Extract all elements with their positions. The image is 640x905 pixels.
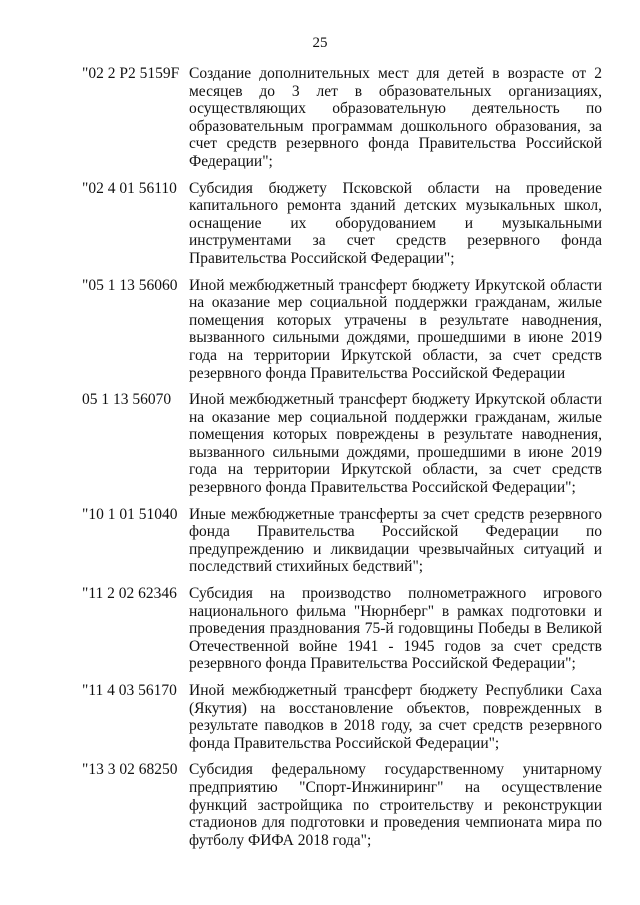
budget-classification-list	[82, 65, 602, 858]
entry-description: Иные межбюджетные трансферты за счет средств резервного фонда Правительства Российской Федерации по предупреждению и ликвидации чрезвычайных ситуаций и последствий стихийных бедствий";	[189, 505, 602, 576]
entry-description: Субсидия федеральному государственному унитарному предприятию "Спорт-Инжиниринг" на осуществление функций застройщика по строительству и реконструкции стадионов для подготовки и проведения чемпионата мира по футболу ФИФА 2018 года";	[189, 761, 602, 849]
classification-code: "10 1 01 51040	[82, 505, 178, 523]
list-item	[82, 761, 602, 849]
list-item	[82, 585, 602, 673]
classification-code: "11 4 03 56170	[82, 682, 177, 699]
list-item	[82, 277, 602, 383]
list-item	[82, 391, 602, 497]
classification-code: "02 4 01 56110	[82, 179, 177, 197]
classification-code: "13 3 02 68250	[82, 761, 178, 779]
entry-description: Субсидия бюджету Псковской области на проведение капитального ремонта зданий детских музыкальных школ, оснащение их оборудованием и музыкальными инструментами за счет средств резервного фонда Правительства Российской Федерации";	[189, 179, 602, 267]
entry-description: Создание дополнительных мест для детей в возрасте от 2 месяцев до 3 лет в образовательных организациях, осуществляющих образовательную деятельность по образовательным программам дошкольного образования, за счет средств резервного фонда Правительства Российской Федерации";	[189, 65, 602, 170]
entry-description: Субсидия на производство полнометражного игрового национального фильма "Нюрнберг" в рамках подготовки и проведения празднования 75-й годовщины Победы в Великой Отечественной войне 1941 - 1945 годов за счет средств резервного фонда Правительства Российской Федерации";	[189, 585, 602, 673]
classification-code: "02 2 P2 5159F	[82, 65, 180, 82]
entry-description: Иной межбюджетный трансферт бюджету Иркутской области на оказание мер социальной поддержки гражданам, жилые помещения которых повреждены в результате наводнения, вызванного сильными дождями, прошедшими в июне 2019 года на территории Иркутской области, за счет средств резервного фонда Правительства Российской Федерации";	[189, 391, 602, 497]
list-item	[82, 682, 602, 752]
list-item	[82, 65, 602, 171]
page-number: 25	[312, 35, 328, 51]
list-item	[82, 506, 602, 576]
entry-description: Иной межбюджетный трансферт бюджету Иркутской области на оказание мер социальной поддержки гражданам, жилые помещения которых утрачены в результате наводнения, вызванного сильными дождями, прошедшими в июне 2019 года на территории Иркутской области, за счет средств резервного фонда Правительства Российской Федерации	[189, 276, 602, 382]
classification-code: 05 1 13 56070	[82, 391, 172, 409]
classification-code: "05 1 13 56060	[82, 276, 178, 294]
classification-code: "11 2 02 62346	[82, 585, 177, 603]
entry-description: Иной межбюджетный трансферт бюджету Республики Саха (Якутия) на восстановление объектов, поврежденных в результате паводков в 2018 году, за счет средств резервного фонда Правительства Российской Федерации";	[189, 682, 602, 752]
list-item	[82, 180, 602, 268]
